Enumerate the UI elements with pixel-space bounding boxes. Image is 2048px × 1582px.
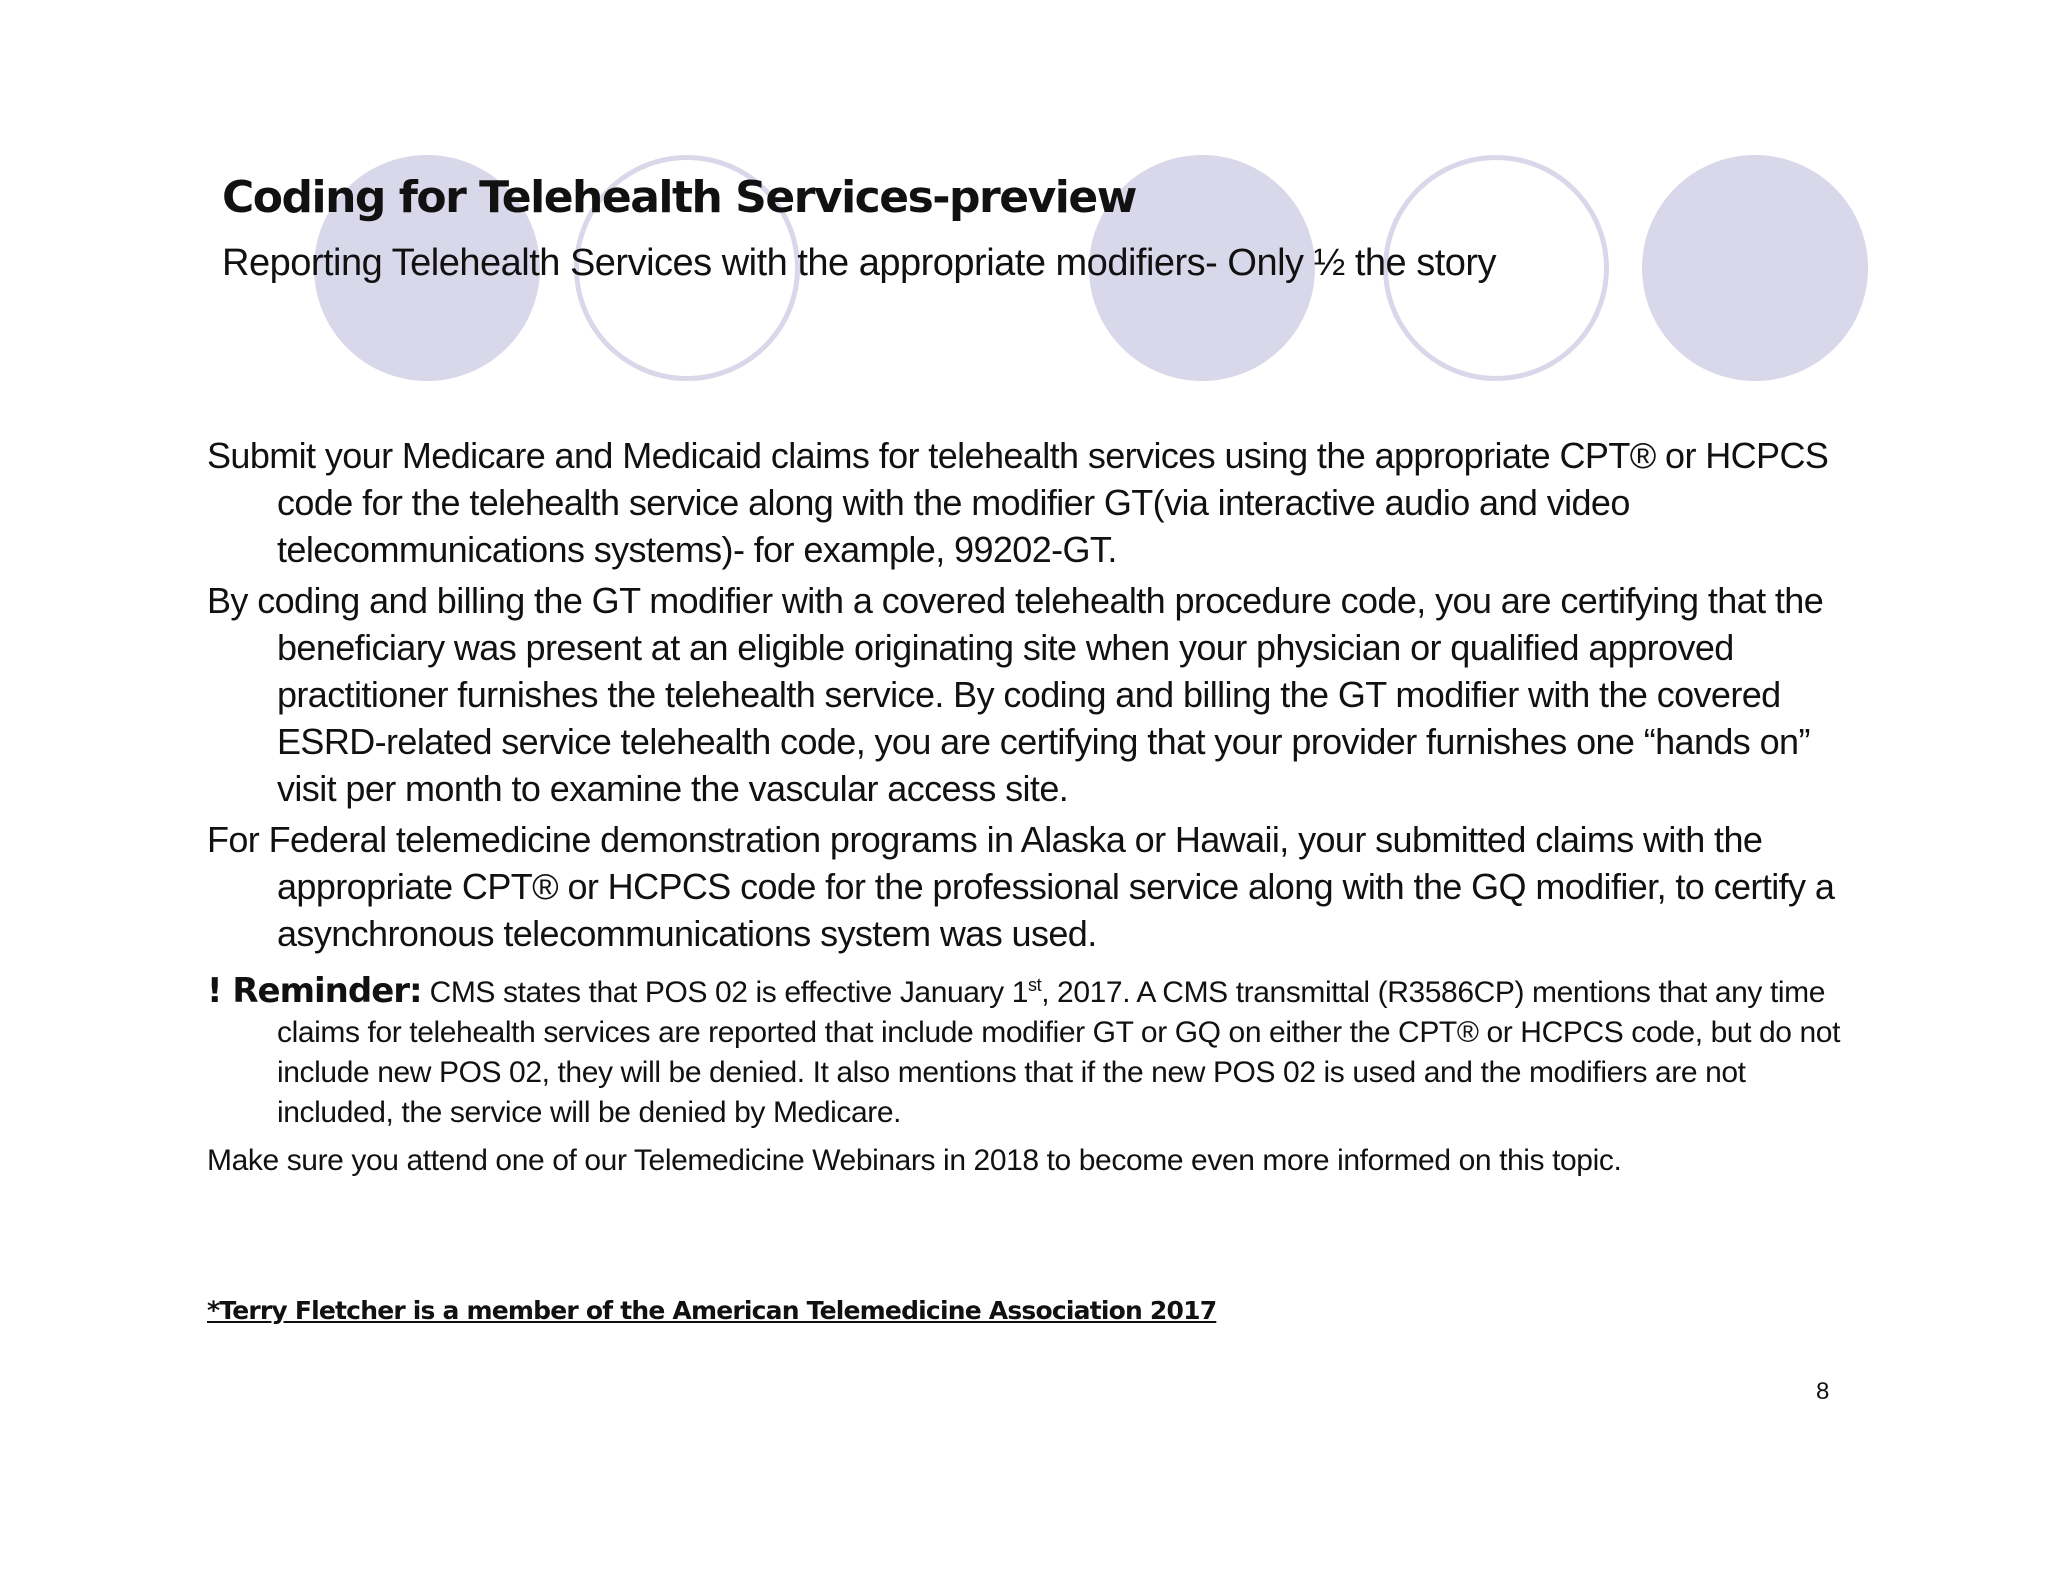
footnote: *Terry Fletcher is a member of the American Telemedicine Association 2017 [207,1296,1217,1325]
reminder-text-start: CMS states that POS 02 is effective January 1 [421,976,1028,1009]
reminder-note [207,965,1847,1133]
reminder-superscript: st [1027,975,1042,995]
slide-body [207,432,1847,1181]
slide-subtitle: Reporting Telehealth Services with the appropriate modifiers- Only ½ the story [222,242,1497,284]
paragraph-gt-modifier: By coding and billing the GT modifier with a covered telehealth procedure code, you are certifying that the beneficiary was present at an eligible originating site when your physician or qualified approved practitioner furnishes the telehealth service. By coding and billing the GT modifier with the covered ESRD-related service telehealth code, you are certifying that your provider furnishes one “hands on” visit per month to examine the vascular access site. [207,580,1824,809]
closing-note: Make sure you attend one of our Telemedicine Webinars in 2018 to become even more informed on this topic. [207,1144,1622,1177]
decorative-circle-5 [1642,155,1868,381]
reminder-text-end: , 2017. A CMS transmittal (R3586CP) mentions that any time claims for telehealth services are reported that include modifier GT or GQ on either the CPT® or HCPCS code, but do not include new POS 02, they will be denied. It also mentions that if the new POS 02 is used and the modifiers are not included, the service will be denied by Medicare. [277,976,1841,1129]
page-number: 8 [1816,1378,1830,1405]
paragraph-submit-claims: Submit your Medicare and Medicaid claims for telehealth services using the appropriate CPT® or HCPCS code for the telehealth service along with the modifier GT(via interactive audio and video telecommunications systems)- for example, 99202-GT. [207,435,1829,570]
reminder-label: ! Reminder: [207,971,422,1011]
paragraph-gq-modifier: For Federal telemedicine demonstration programs in Alaska or Hawaii, your submitted claims with the appropriate CPT® or HCPCS code for the professional service along with the GQ modifier, to certify a asynchronous telecommunications system was used. [207,819,1835,954]
slide-title: Coding for Telehealth Services-preview [222,172,1136,223]
